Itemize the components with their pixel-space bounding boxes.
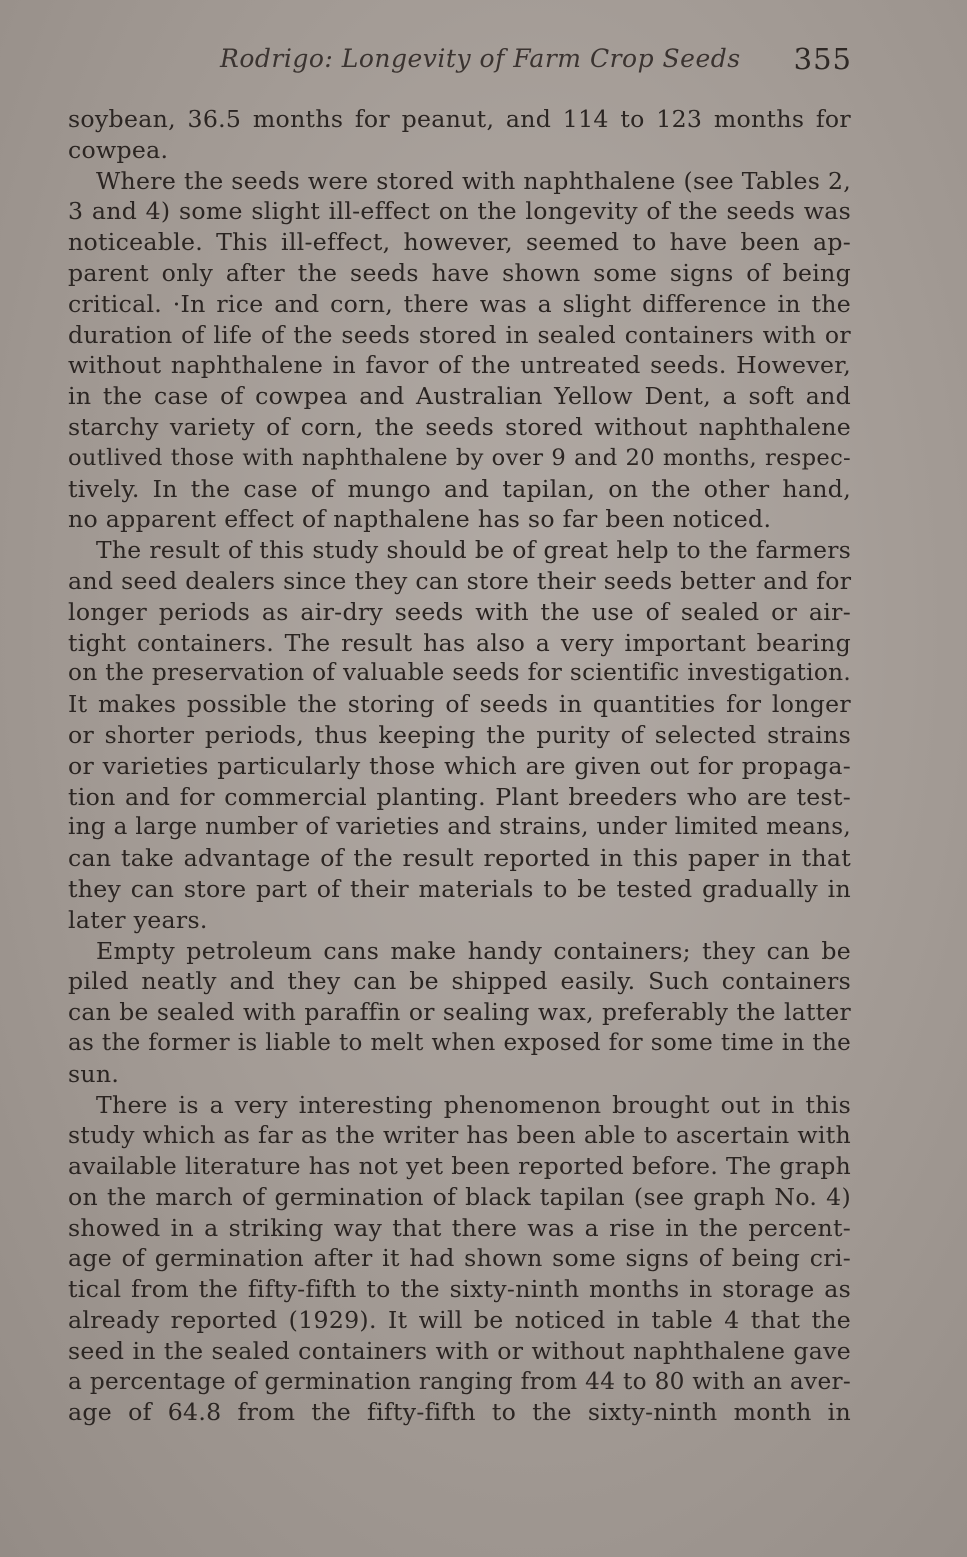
- text-line: ing a large number of varieties and strains, under limited means,: [68, 814, 851, 841]
- text-line: age of 64.8 from the fifty-fifth to the sixty-ninth month in: [68, 1398, 851, 1427]
- text-line: or varieties particularly those which are given out for propaga-: [68, 751, 851, 780]
- text-line: outlived those with naphthalene by over 9 and 20 months, respec-: [68, 444, 851, 471]
- page-number: 355: [793, 42, 852, 76]
- text-line: sun.: [68, 1059, 120, 1088]
- text-line: There is a very interesting phenomenon brought out in this: [96, 1090, 851, 1119]
- text-line: already reported (1929). It will be noticed in table 4 that the: [68, 1306, 851, 1335]
- paragraph-3: [68, 535, 851, 935]
- text-line: It makes possible the storing of seeds in quantities for longer: [68, 690, 851, 719]
- text-line: duration of life of the seeds stored in sealed containers with or: [68, 320, 851, 349]
- text-line: study which as far as the writer has been able to ascertain with: [68, 1121, 851, 1150]
- text-line: longer periods as air-dry seeds with the use of sealed or air-: [68, 597, 851, 626]
- text-line: or shorter periods, thus keeping the purity of selected strains: [68, 720, 851, 749]
- text-line: a percentage of germination ranging from 44 to 80 with an aver-: [68, 1367, 851, 1395]
- text-line: can take advantage of the result reported in this paper in that: [68, 844, 851, 873]
- text-line: age of germination after it had shown some signs of being cri-: [68, 1244, 851, 1273]
- text-line: on the march of germination of black tapilan (see graph No. 4): [68, 1182, 851, 1211]
- text-line: 3 and 4) some slight ill-effect on the longevity of the seeds was: [68, 197, 851, 226]
- paragraph-4: [68, 936, 851, 1090]
- text-line: on the preservation of valuable seeds for scientific investigation.: [68, 659, 851, 687]
- text-line: showed in a striking way that there was a rise in the percent-: [68, 1213, 851, 1242]
- text-line: cowpea.: [68, 135, 169, 164]
- text-line: parent only after the seeds have shown some signs of being: [68, 258, 851, 287]
- text-line: The result of this study should be of great help to the farmers: [96, 536, 851, 565]
- paragraph-1: [68, 104, 851, 166]
- running-title: Rodrigo: Longevity of Farm Crop Seeds: [220, 44, 741, 73]
- text-line: later years.: [68, 905, 208, 934]
- text-line: noticeable. This ill-effect, however, seemed to have been ap-: [68, 228, 851, 257]
- text-line: as the former is liable to melt when exposed for some time in the: [68, 1029, 851, 1056]
- text-line: and seed dealers since they can store their seeds better and for: [68, 566, 852, 595]
- text-line: seed in the sealed containers with or without naphthalene gave: [68, 1336, 851, 1365]
- paragraph-2: [68, 166, 851, 536]
- text-line: tight containers. The result has also a very important bearing: [68, 628, 851, 657]
- text-line: tion and for commercial planting. Plant breeders who are test-: [68, 782, 851, 811]
- text-line: Empty petroleum cans make handy containers; they can be: [96, 936, 851, 965]
- text-line: piled neatly and they can be shipped easily. Such containers: [68, 967, 851, 996]
- text-line: Where the seeds were stored with naphthalene (see Tables 2,: [96, 166, 852, 195]
- text-line: available literature has not yet been reported before. The graph: [68, 1152, 851, 1181]
- body-text: [68, 104, 851, 1428]
- text-line: starchy variety of corn, the seeds stored without naphthalene: [68, 412, 851, 441]
- text-line: tively. In the case of mungo and tapilan, on the other hand,: [68, 474, 851, 503]
- paragraph-5: [68, 1090, 851, 1429]
- text-line: critical. ·In rice and corn, there was a slight difference in the: [68, 289, 851, 318]
- text-line: no apparent effect of napthalene has so far been noticed.: [68, 505, 772, 534]
- text-line: tical from the fifty-fifth to the sixty-ninth months in storage as: [68, 1275, 851, 1304]
- text-line: without naphthalene in favor of the untreated seeds. However,: [68, 351, 851, 380]
- running-head: [70, 44, 852, 84]
- text-line: they can store part of their materials to be tested gradually in: [68, 874, 851, 903]
- text-line: soybean, 36.5 months for peanut, and 114 to 123 months for: [68, 105, 851, 133]
- text-line: in the case of cowpea and Australian Yellow Dent, a soft and: [68, 382, 851, 411]
- text-line: can be sealed with paraffin or sealing wax, preferably the latter: [68, 998, 851, 1027]
